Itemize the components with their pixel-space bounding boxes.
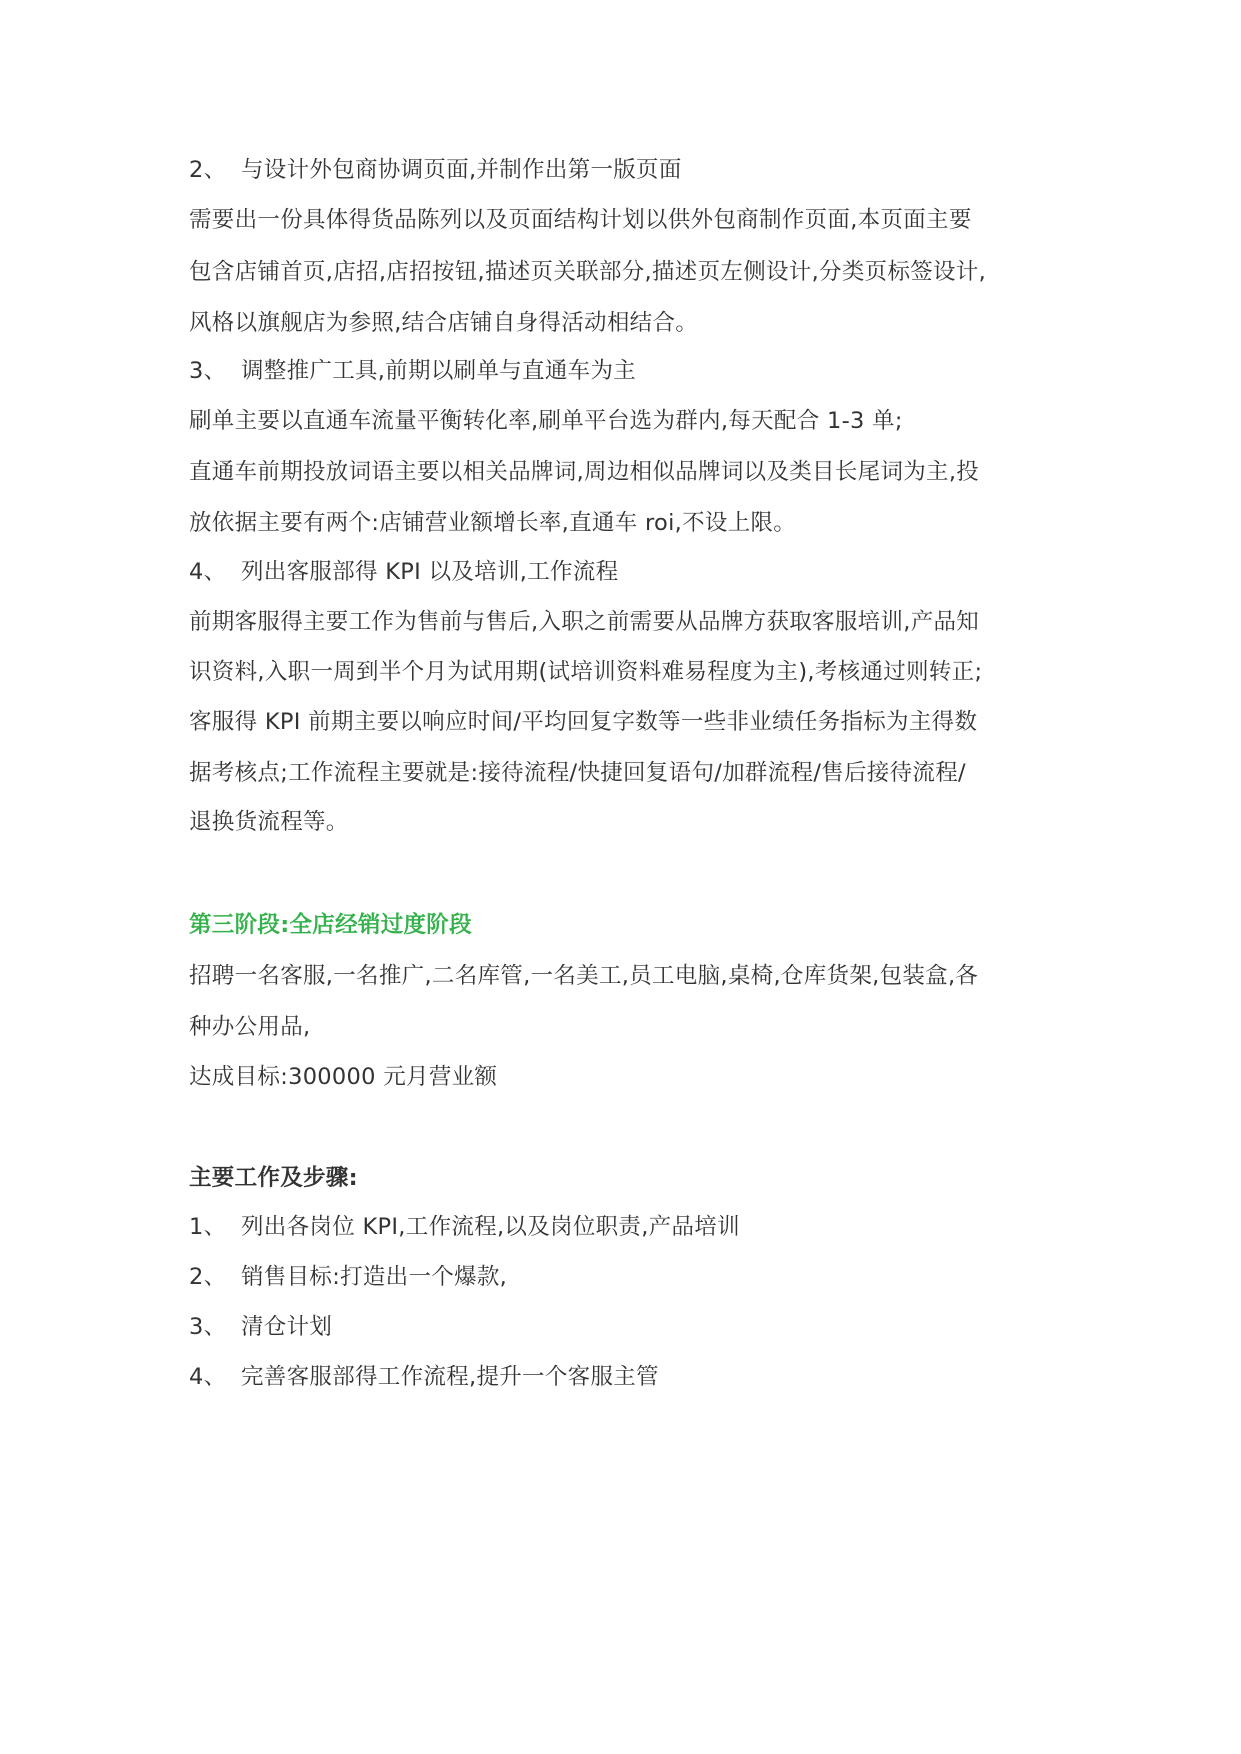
list-item-3 (189, 355, 636, 387)
list-item-text: 销售目标:打造出一个爆款, (241, 1264, 508, 1290)
list-item-4 (189, 556, 618, 588)
list-number: 4、 (189, 1364, 227, 1390)
list-number: 4、 (189, 559, 227, 585)
paragraph-line: 直通车前期投放词语主要以相关品牌词,周边相似品牌词以及类目长尾词为主,投 (189, 459, 980, 485)
paragraph-line: 种办公用品, (189, 1014, 311, 1040)
paragraph-line: 需要出一份具体得货品陈列以及页面结构计划以供外包商制作页面,本页面主要 (189, 207, 972, 233)
list-item-2 (189, 154, 682, 186)
list-item-text: 列出客服部得 KPI 以及培训,工作流程 (241, 559, 619, 585)
paragraph-line: 放依据主要有两个:店铺营业额增长率,直通车 roi,不设上限。 (189, 510, 797, 536)
list-number: 1、 (189, 1214, 227, 1240)
paragraph-line: 风格以旗舰店为参照,结合店铺自身得活动相结合。 (189, 310, 699, 336)
steps-heading: 主要工作及步骤: (189, 1165, 358, 1191)
step-item (189, 1211, 740, 1243)
list-item-text: 完善客服部得工作流程,提升一个客服主管 (241, 1364, 659, 1390)
list-number: 3、 (189, 358, 227, 384)
step-item (189, 1261, 507, 1293)
section-heading-stage3: 第三阶段:全店经销过度阶段 (189, 912, 472, 938)
paragraph-line: 包含店铺首页,店招,店招按钮,描述页关联部分,描述页左侧设计,分类页标签设计, (189, 259, 987, 285)
paragraph-line: 据考核点;工作流程主要就是:接待流程/快捷回复语句/加群流程/售后接待流程/ (189, 760, 966, 786)
paragraph-line: 客服得 KPI 前期主要以响应时间/平均回复字数等一些非业绩任务指标为主得数 (189, 709, 978, 735)
paragraph-line: 刷单主要以直通车流量平衡转化率,刷单平台选为群内,每天配合 1-3 单; (189, 408, 903, 434)
list-item-text: 调整推广工具,前期以刷单与直通车为主 (241, 358, 637, 384)
list-item-text: 与设计外包商协调页面,并制作出第一版页面 (241, 157, 682, 183)
step-item (189, 1311, 332, 1343)
list-number: 2、 (189, 1264, 227, 1290)
goal-line: 达成目标:300000 元月营业额 (189, 1064, 498, 1090)
list-item-text: 清仓计划 (241, 1314, 333, 1340)
paragraph-line: 前期客服得主要工作为售前与售后,入职之前需要从品牌方获取客服培训,产品知 (189, 609, 980, 635)
step-item (189, 1361, 659, 1393)
list-item-text: 列出各岗位 KPI,工作流程,以及岗位职责,产品培训 (241, 1214, 740, 1240)
paragraph-line: 招聘一名客服,一名推广,二名库管,一名美工,员工电脑,桌椅,仓库货架,包装盒,各 (189, 963, 979, 989)
list-number: 2、 (189, 157, 227, 183)
paragraph-line: 识资料,入职一周到半个月为试用期(试培训资料难易程度为主),考核通过则转正; (189, 659, 983, 685)
list-number: 3、 (189, 1314, 227, 1340)
paragraph-line: 退换货流程等。 (189, 809, 349, 835)
